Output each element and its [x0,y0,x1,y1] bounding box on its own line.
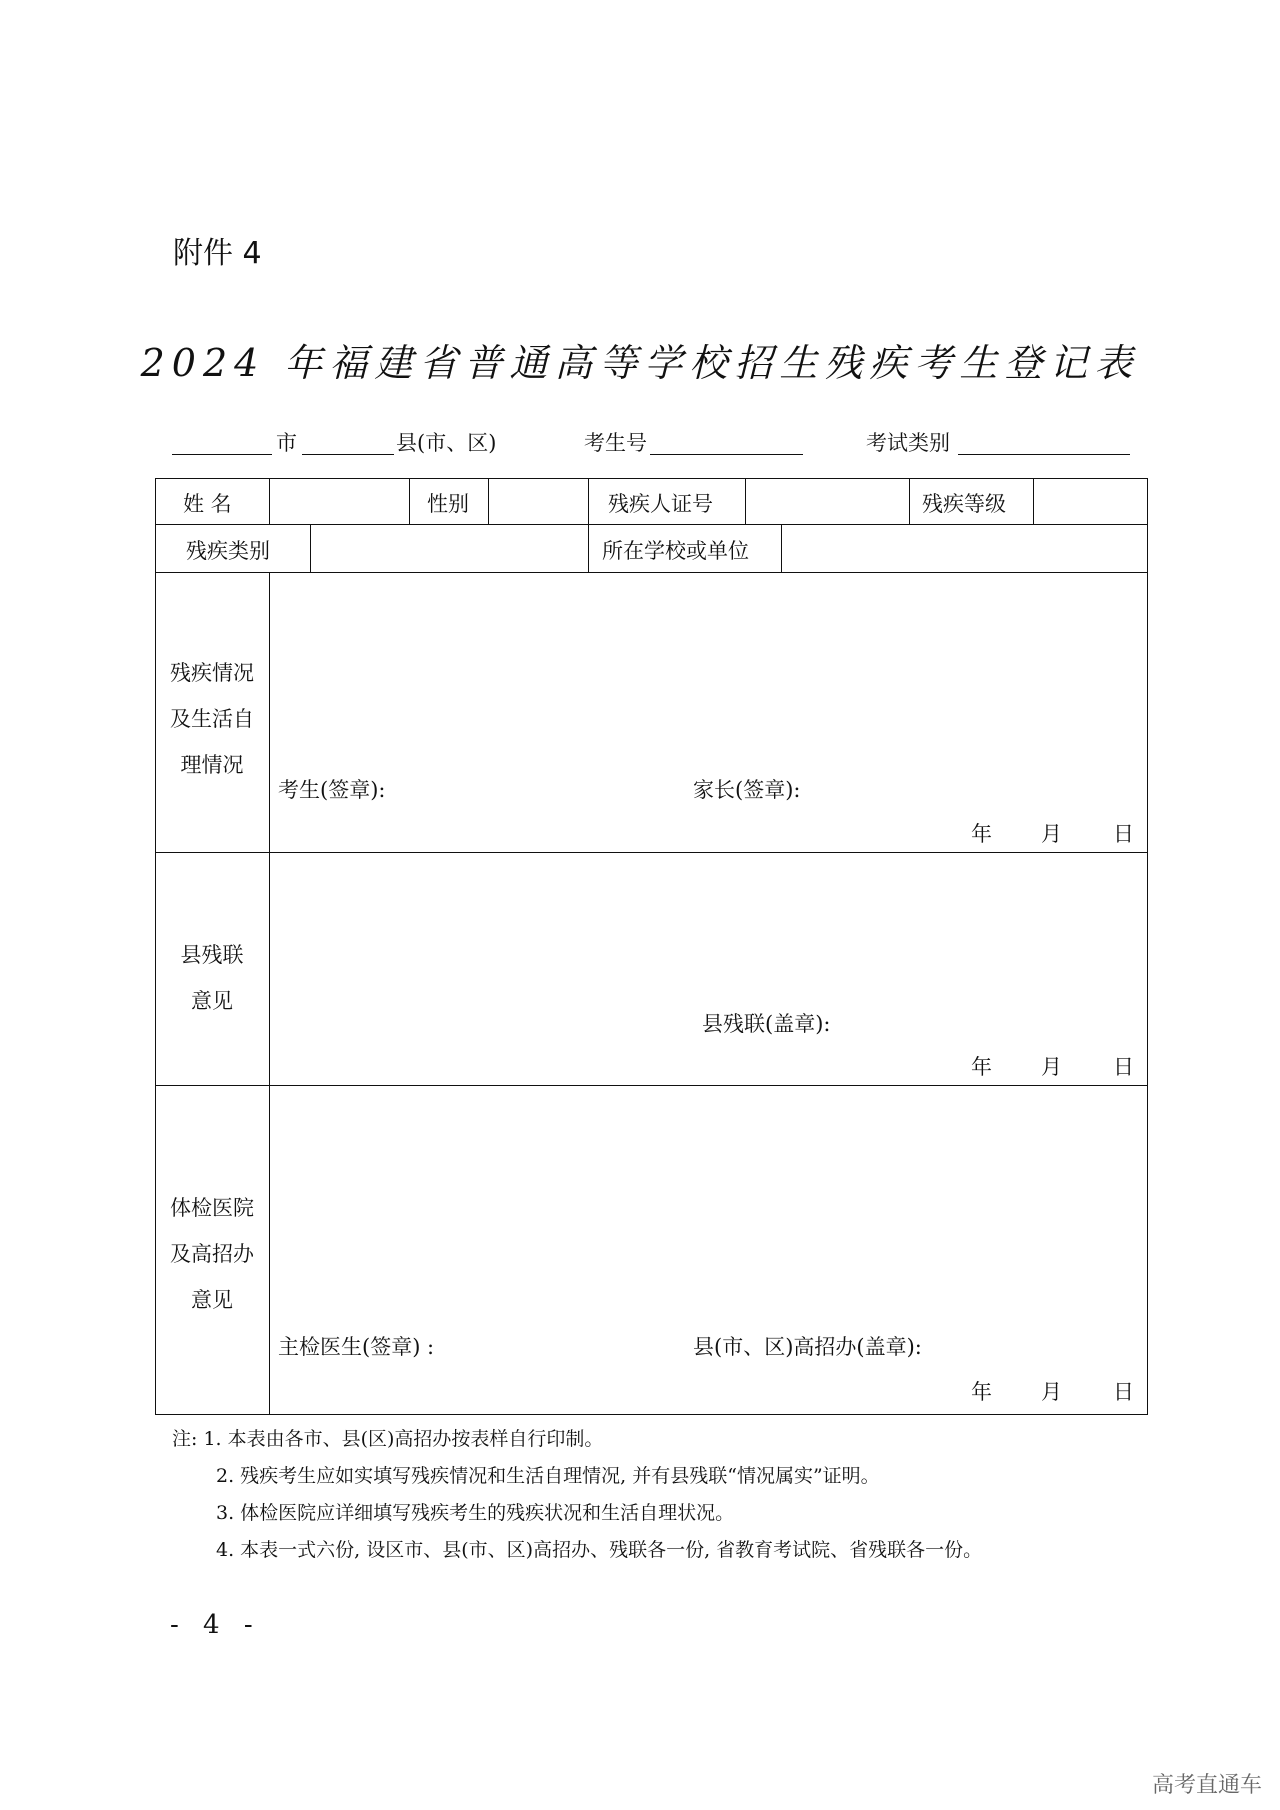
page-number: - 4 - [170,1610,261,1640]
note-3: 3. 体检医院应详细填写残疾考生的残疾状况和生活自理状况。 [216,1502,735,1524]
school-label: 所在学校或单位 [602,539,749,563]
date-year: 年 [971,1380,992,1404]
registration-table [155,478,1148,1415]
date-day: 日 [1113,1380,1134,1404]
table-border [155,1414,1148,1415]
section3-label-line: 及高招办 [170,1242,254,1266]
note-1: 注: 1. 本表由各市、县(区)高招办按表样自行印制。 [172,1428,604,1450]
exam-type-blank[interactable] [958,454,1130,455]
county-label: 县(市、区) [396,431,497,455]
federation-seal-label: 县残联(盖章): [702,1012,831,1036]
col-divider [909,478,910,524]
section1-label-line: 残疾情况 [170,661,254,685]
col-divider [269,572,270,1415]
section2-label-line: 意见 [191,989,233,1013]
note-2: 2. 残疾考生应如实填写残疾情况和生活自理情况, 并有县残联“情况属实”证明。 [216,1465,880,1487]
date-day: 日 [1113,1055,1134,1079]
county-blank[interactable] [302,454,394,455]
date-year: 年 [971,1055,992,1079]
table-border [1147,478,1148,1415]
section3-label-line: 意见 [191,1288,233,1312]
col-divider [745,478,746,524]
row-divider [155,524,1148,525]
gender-label: 性别 [427,492,469,516]
section1-label-line: 及生活自 [170,707,254,731]
date-month: 月 [1041,1380,1062,1404]
col-divider [310,524,311,572]
exam-type-label: 考试类别 [866,431,950,455]
section3-label-line: 体检医院 [170,1196,254,1220]
section2-label-line: 县残联 [180,943,244,967]
date-month: 月 [1041,822,1062,846]
note-4: 4. 本表一式六份, 设区市、县(市、区)高招办、残联各一份, 省教育考试院、省残联各一份。 [216,1539,983,1561]
name-label: 姓 名 [183,492,232,516]
city-label: 市 [276,431,297,455]
doctor-signature-label: 主检医生(签章) : [278,1335,435,1359]
table-border [155,478,156,1415]
exam-number-label: 考生号 [584,431,647,455]
parent-signature-label: 家长(签章): [693,778,801,802]
row-divider [155,852,1148,853]
date-month: 月 [1041,1055,1062,1079]
date-day: 日 [1113,822,1134,846]
col-divider [269,478,270,524]
row-divider [155,1085,1148,1086]
watermark: 高考直通车 [1151,1773,1262,1798]
table-border [155,478,1148,479]
row-divider [155,572,1148,573]
col-divider [1033,478,1034,524]
section1-label-line: 理情况 [180,753,244,777]
col-divider [588,524,589,572]
student-signature-label: 考生(签章): [278,778,386,802]
col-divider [781,524,782,572]
exam-number-blank[interactable] [650,454,803,455]
disability-cert-label: 残疾人证号 [608,492,713,516]
col-divider [588,478,589,524]
office-seal-label: 县(市、区)高招办(盖章): [693,1335,922,1359]
date-year: 年 [971,822,992,846]
form-title: 2024 年福建省普通高等学校招生残疾考生登记表 [140,341,1140,385]
disability-grade-label: 残疾等级 [922,492,1006,516]
col-divider [488,478,489,524]
disability-type-label: 残疾类别 [186,539,270,563]
attachment-label: 附件 4 [173,236,262,271]
col-divider [409,478,410,524]
city-blank[interactable] [172,454,272,455]
